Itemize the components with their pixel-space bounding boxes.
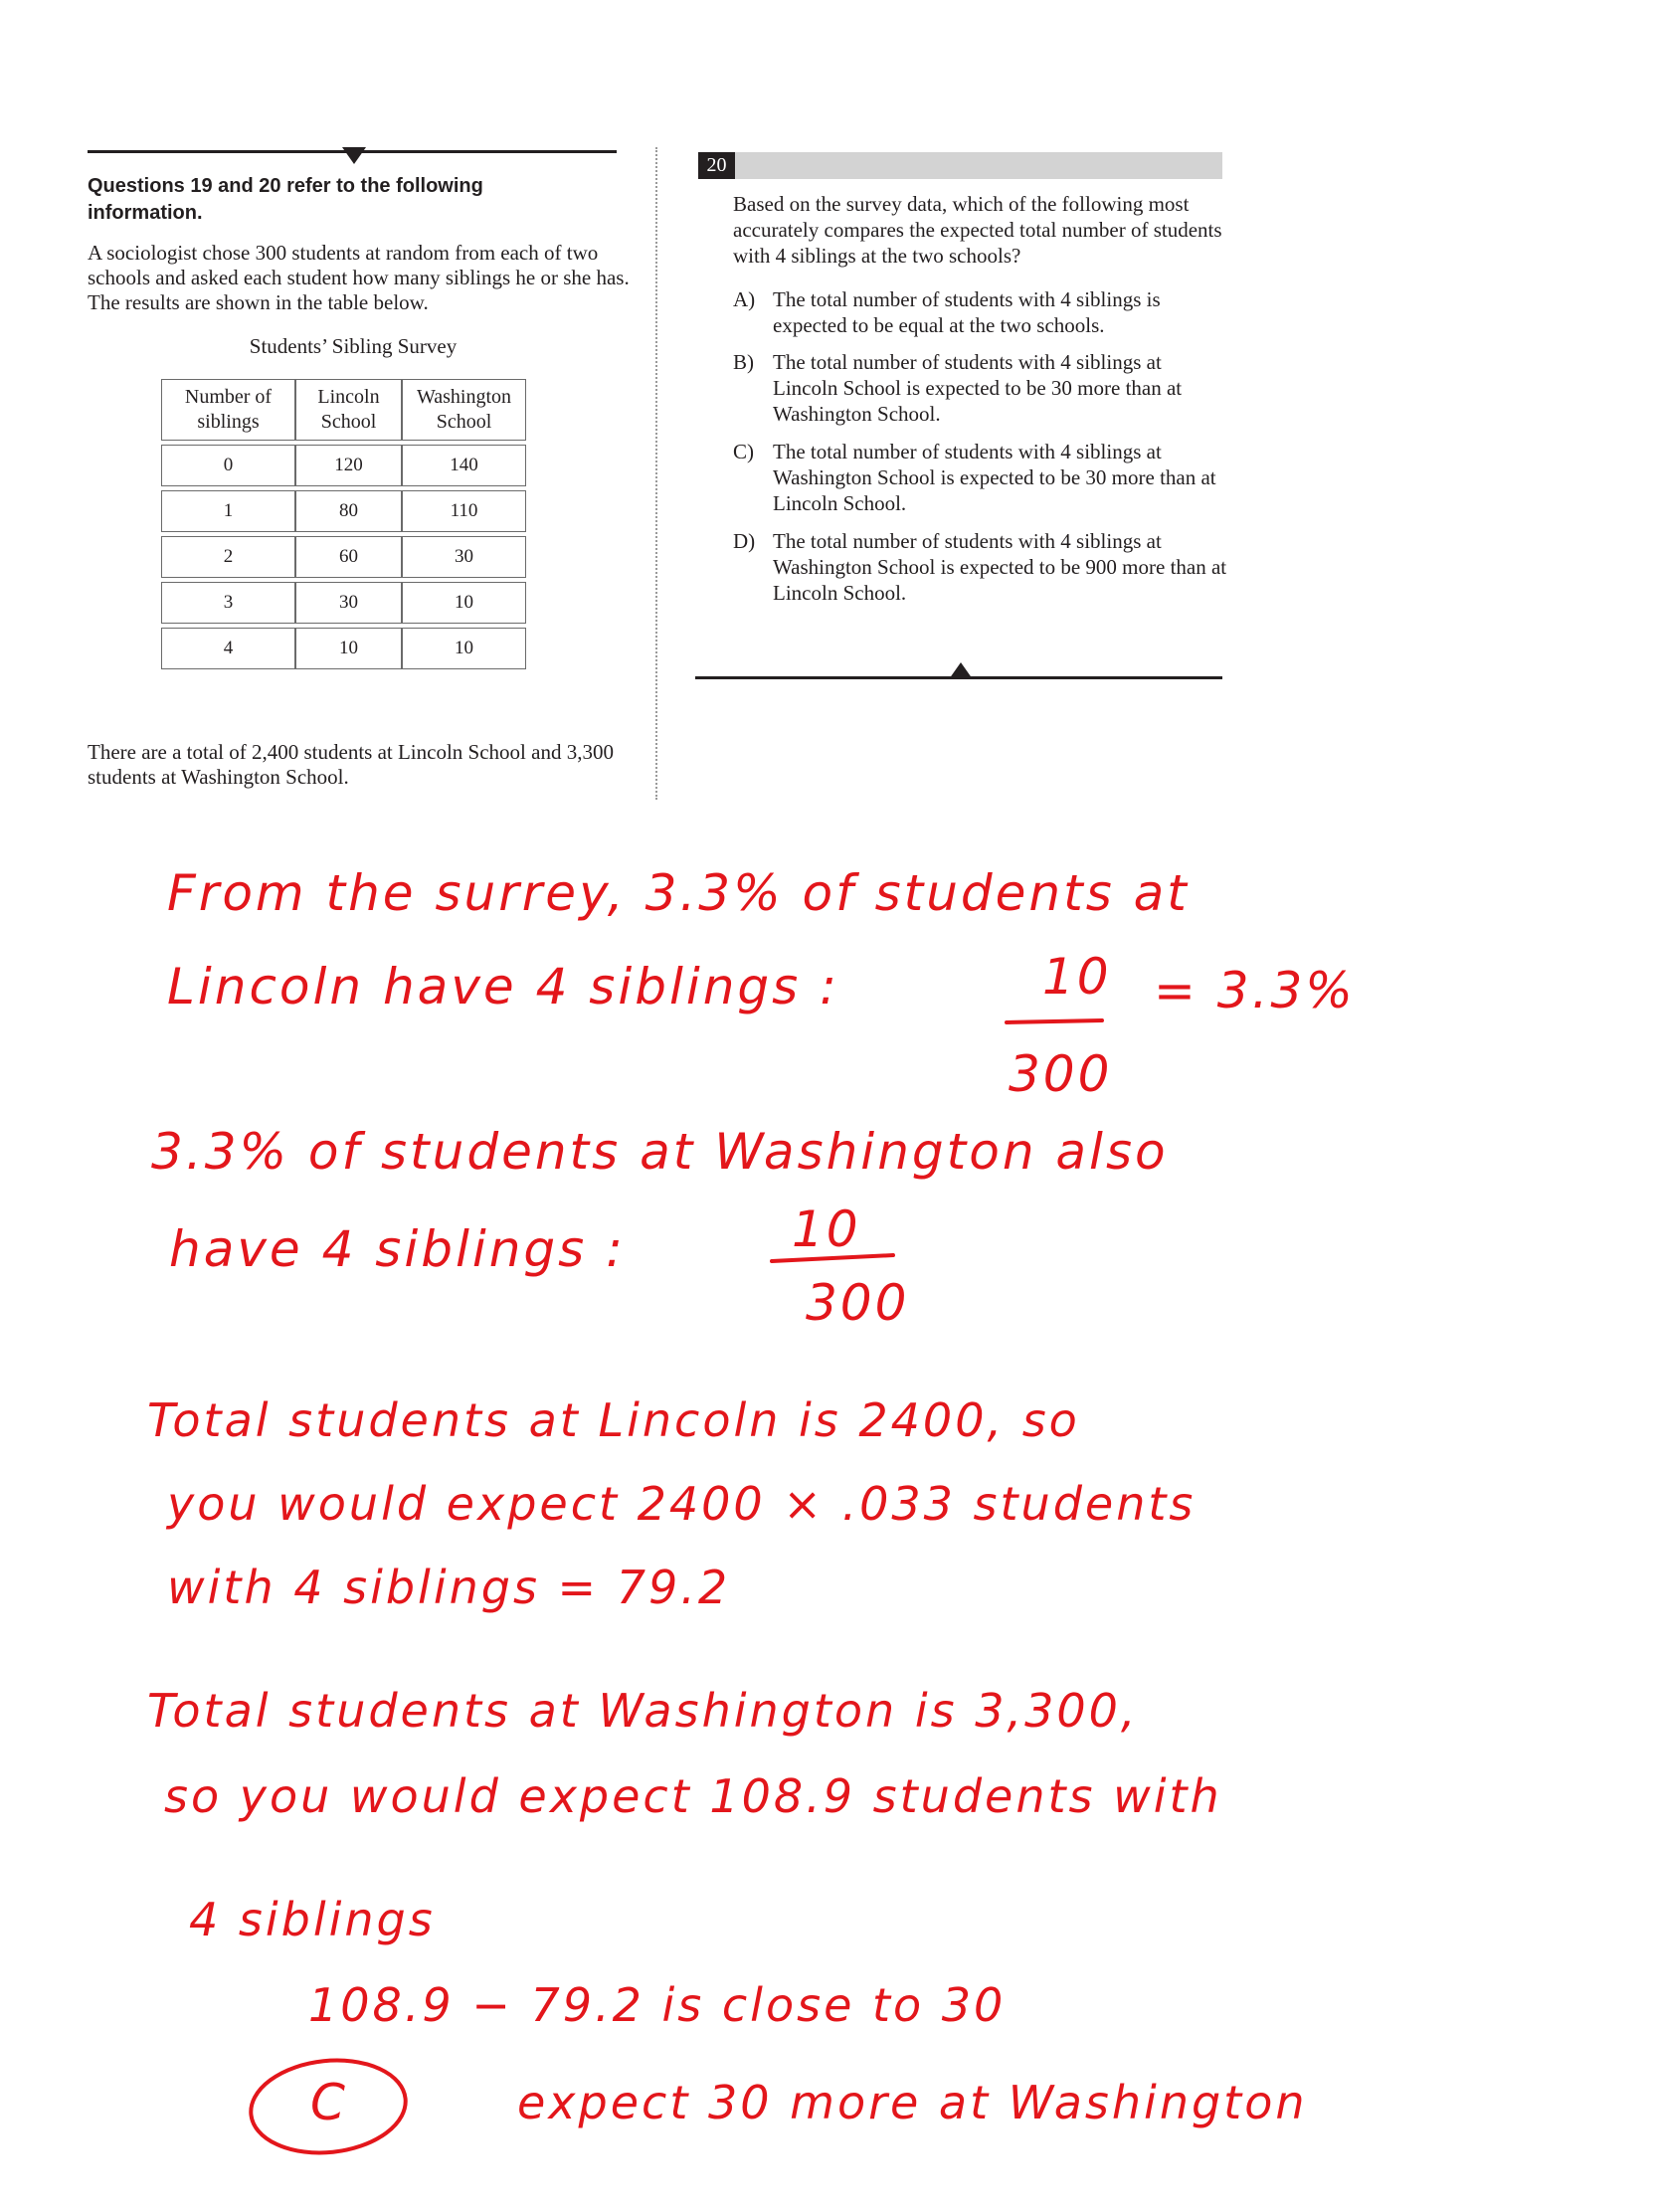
table-cell: 60 [295, 536, 402, 578]
handwriting-line: 108.9 − 79.2 is close to 30 [308, 1978, 1007, 2032]
handwriting-line: you would expect 2400 × .033 students [167, 1477, 1197, 1531]
choice-letter: C) [733, 440, 754, 463]
table-cell: 120 [295, 445, 402, 486]
table-cell: 140 [402, 445, 526, 486]
table-cell: 0 [161, 445, 295, 486]
fraction-denominator: 300 [1009, 1045, 1113, 1103]
question-number: 20 [698, 152, 735, 179]
column-header-lincoln: Lincoln School [295, 379, 402, 441]
table-cell: 10 [402, 628, 526, 669]
fraction-numerator: 10 [1042, 948, 1112, 1006]
table-title: Students’ Sibling Survey [249, 334, 458, 358]
table-cell: 110 [402, 490, 526, 532]
answer-circle [247, 2053, 411, 2160]
handwriting-line: Lincoln have 4 siblings : [167, 958, 839, 1015]
handwriting-line: with 4 siblings = 79.2 [167, 1561, 731, 1614]
handwriting-line: Total students at Washington is 3,300, [147, 1684, 1139, 1738]
fraction-numerator: 10 [792, 1200, 861, 1258]
choice-text: The total number of students with 4 siblings at Washington School is expected to be 900 more than at Lincoln School. [773, 529, 1227, 605]
choice-letter: A) [733, 287, 756, 311]
handwriting-line: expect 30 more at Washington [517, 2076, 1308, 2129]
answer-letter: C [310, 2074, 348, 2131]
table-cell: 1 [161, 490, 295, 532]
choice-text: The total number of students with 4 siblings at Washington School is expected to be 30 more than at Lincoln School. [773, 440, 1216, 515]
handwriting-line: have 4 siblings : [169, 1220, 626, 1278]
questions-header: Questions 19 and 20 refer to the following information. [88, 175, 483, 224]
handwriting-line: so you would expect 108.9 students with [164, 1769, 1222, 1823]
fraction-bar [772, 1255, 893, 1261]
handwriting-line: Total students at Lincoln is 2400, so [147, 1393, 1080, 1447]
school-totals-note: There are a total of 2,400 students at Lincoln School and 3,300 students at Washington School. [88, 740, 614, 789]
choice-text: The total number of students with 4 siblings at Lincoln School is expected to be 30 more than at Washington School. [773, 350, 1183, 426]
choice-letter: B) [733, 350, 754, 374]
choice-text: The total number of students with 4 siblings is expected to be equal at the two schools. [773, 287, 1161, 337]
choice-letter: D) [733, 529, 756, 553]
question-stem: Based on the survey data, which of the following most accurately compares the expected total number of students with 4 siblings at the two schools? [733, 192, 1222, 268]
table-cell: 80 [295, 490, 402, 532]
table-cell: 30 [295, 582, 402, 624]
intro-paragraph: A sociologist chose 300 students at random from each of two schools and asked each student how many siblings he or she has. The results are shown in the table below. [88, 241, 630, 314]
table-cell: 30 [402, 536, 526, 578]
handwriting-line: 4 siblings [189, 1893, 436, 1946]
table-cell: 10 [402, 582, 526, 624]
table-cell: 4 [161, 628, 295, 669]
column-header-siblings: Number of siblings [161, 379, 295, 441]
column-header-washington: Washington School [402, 379, 526, 441]
fraction-denominator: 300 [806, 1274, 910, 1332]
table-cell: 3 [161, 582, 295, 624]
table-cell: 10 [295, 628, 402, 669]
handwriting-line: 3.3% of students at Washington also [151, 1123, 1169, 1181]
handwriting-line: From the surrey, 3.3% of students at [167, 864, 1190, 922]
fraction-result: = 3.3% [1154, 962, 1356, 1019]
table-cell: 2 [161, 536, 295, 578]
fraction-bar [1007, 1020, 1102, 1022]
